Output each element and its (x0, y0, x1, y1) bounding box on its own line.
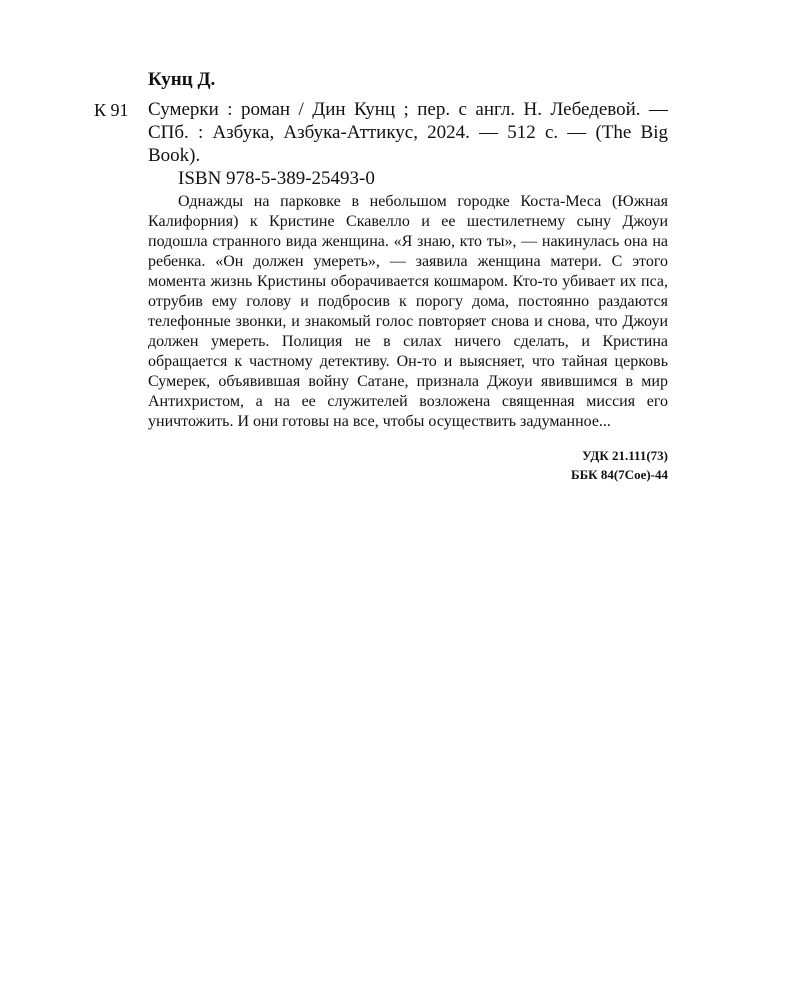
entry-body (148, 98, 668, 484)
classification-codes (148, 446, 668, 484)
udk-code: УДК 21.111(73) (582, 448, 668, 463)
bbk-code: ББК 84(7Сое)-44 (570, 467, 668, 482)
entry-row (94, 98, 668, 484)
isbn: ISBN 978-5-389-25493-0 (178, 168, 375, 189)
catalog-card (94, 68, 668, 484)
author-sign: К 91 (94, 100, 129, 120)
annotation: Однажды на парковке в небольшом городке Коста-Меса (Южная Калифорния) к Кристине Скавелло и ее шестилетнему сыну Джоуи подошла странного вида женщина. «Я знаю, кто ты», — накинулась она на ребенка. «Он должен умереть», — заявила женщина матери. С этого момента жизнь Кристины оборачивается кошмаром. Кто-то убивает их пса, отрубив ему голову и подбросив к порогу дома, постоянно раздаются телефонные звонки, и знакомый голос повторяет снова и снова, что Джоуи должен умереть. Полиция не в силах ничего сделать, и Кристина обращается к частному детективу. Он-то и выясняет, что тайная церковь Сумерек, объявившая войну Сатане, признала Джоуи явившимся в мир Антихристом, а на ее служителей возложена священная миссия его уничтожить. И они готовы на все, чтобы осуществить задуманное... (148, 193, 668, 430)
bibliographic-description: Сумерки : роман / Дин Кунц ; пер. с англ. Н. Лебедевой. — СПб. : Азбука, Азбука-Аттикус, 2024. — 512 с. — (The Big Book). (148, 99, 668, 166)
author-heading: Кунц Д. (148, 69, 216, 90)
